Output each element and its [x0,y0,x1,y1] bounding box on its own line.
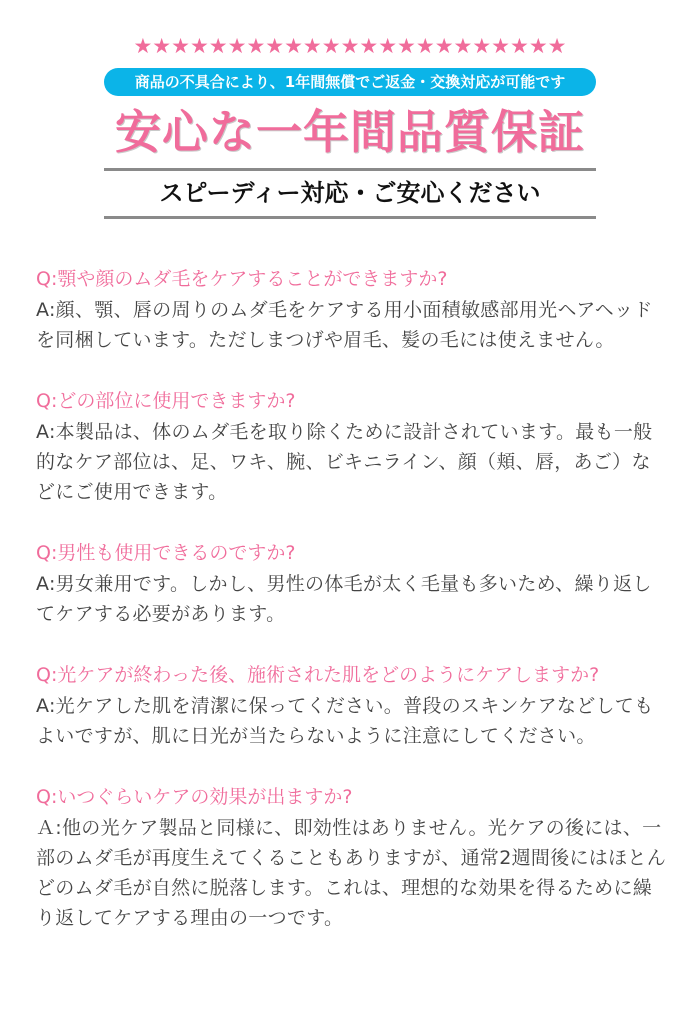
faq-question: Q:顎や顔のムダ毛をケアすることができますか? [36,268,448,290]
faq-answer: A:本製品は、体のムダ毛を取り除くために設計されています。最も一般的なケア部位は、足、ワキ、腕、ビキニライン、顔（頬、唇，あご）などにご使用できます。 [36,421,653,503]
faq-answer: A:顔、顎、唇の周りのムダ毛をケアする用小面積敏感部用光ヘアヘッドを同梱しています。ただしまつげや眉毛、髪の毛には使えません。 [36,299,653,351]
faq-item [36,782,668,933]
faq-answer: Ａ:他の光ケア製品と同様に、即効性はありません。光ケアの後には、一部のムダ毛が再度生えてくることもありますが、通常2週間後にはほとんどのムダ毛が自然に脱落します。これは、理想的な効果を得るために繰り返してケアする理由の一つです。 [36,817,666,929]
faq-question: Q:男性も使用できるのですか? [36,542,296,564]
faq-item [36,264,668,355]
faq-list [36,264,668,964]
divider-top [104,168,596,171]
page-subtitle: スピーディー対応・ご安心ください [159,178,541,207]
warranty-banner: 商品の不具合により、1年間無償でご返金・交換対応が可能です [104,68,596,96]
faq-question: Q:光ケアが終わった後、施術された肌をどのようにケアしますか? [36,664,600,686]
star-decoration: ★★★★★★★★★★★★★★★★★★★★★★★ [133,34,567,58]
faq-answer: A:光ケアした肌を清潔に保ってください。普段のスキンケアなどしてもよいですが、肌に日光が当たらないように注意にしてください。 [36,695,654,747]
faq-answer: A:男女兼用です。しかし、男性の体毛が太く毛量も多いため、繰り返してケアする必要があります。 [36,573,652,625]
faq-question: Q:どの部位に使用できますか? [36,390,296,412]
page-title: 安心な一年間品質保証 [115,105,585,159]
faq-question: Q:いつぐらいケアの効果が出ますか? [36,786,353,808]
faq-item [36,538,668,629]
faq-item [36,386,668,507]
divider-bottom [104,216,596,219]
faq-item [36,660,668,751]
